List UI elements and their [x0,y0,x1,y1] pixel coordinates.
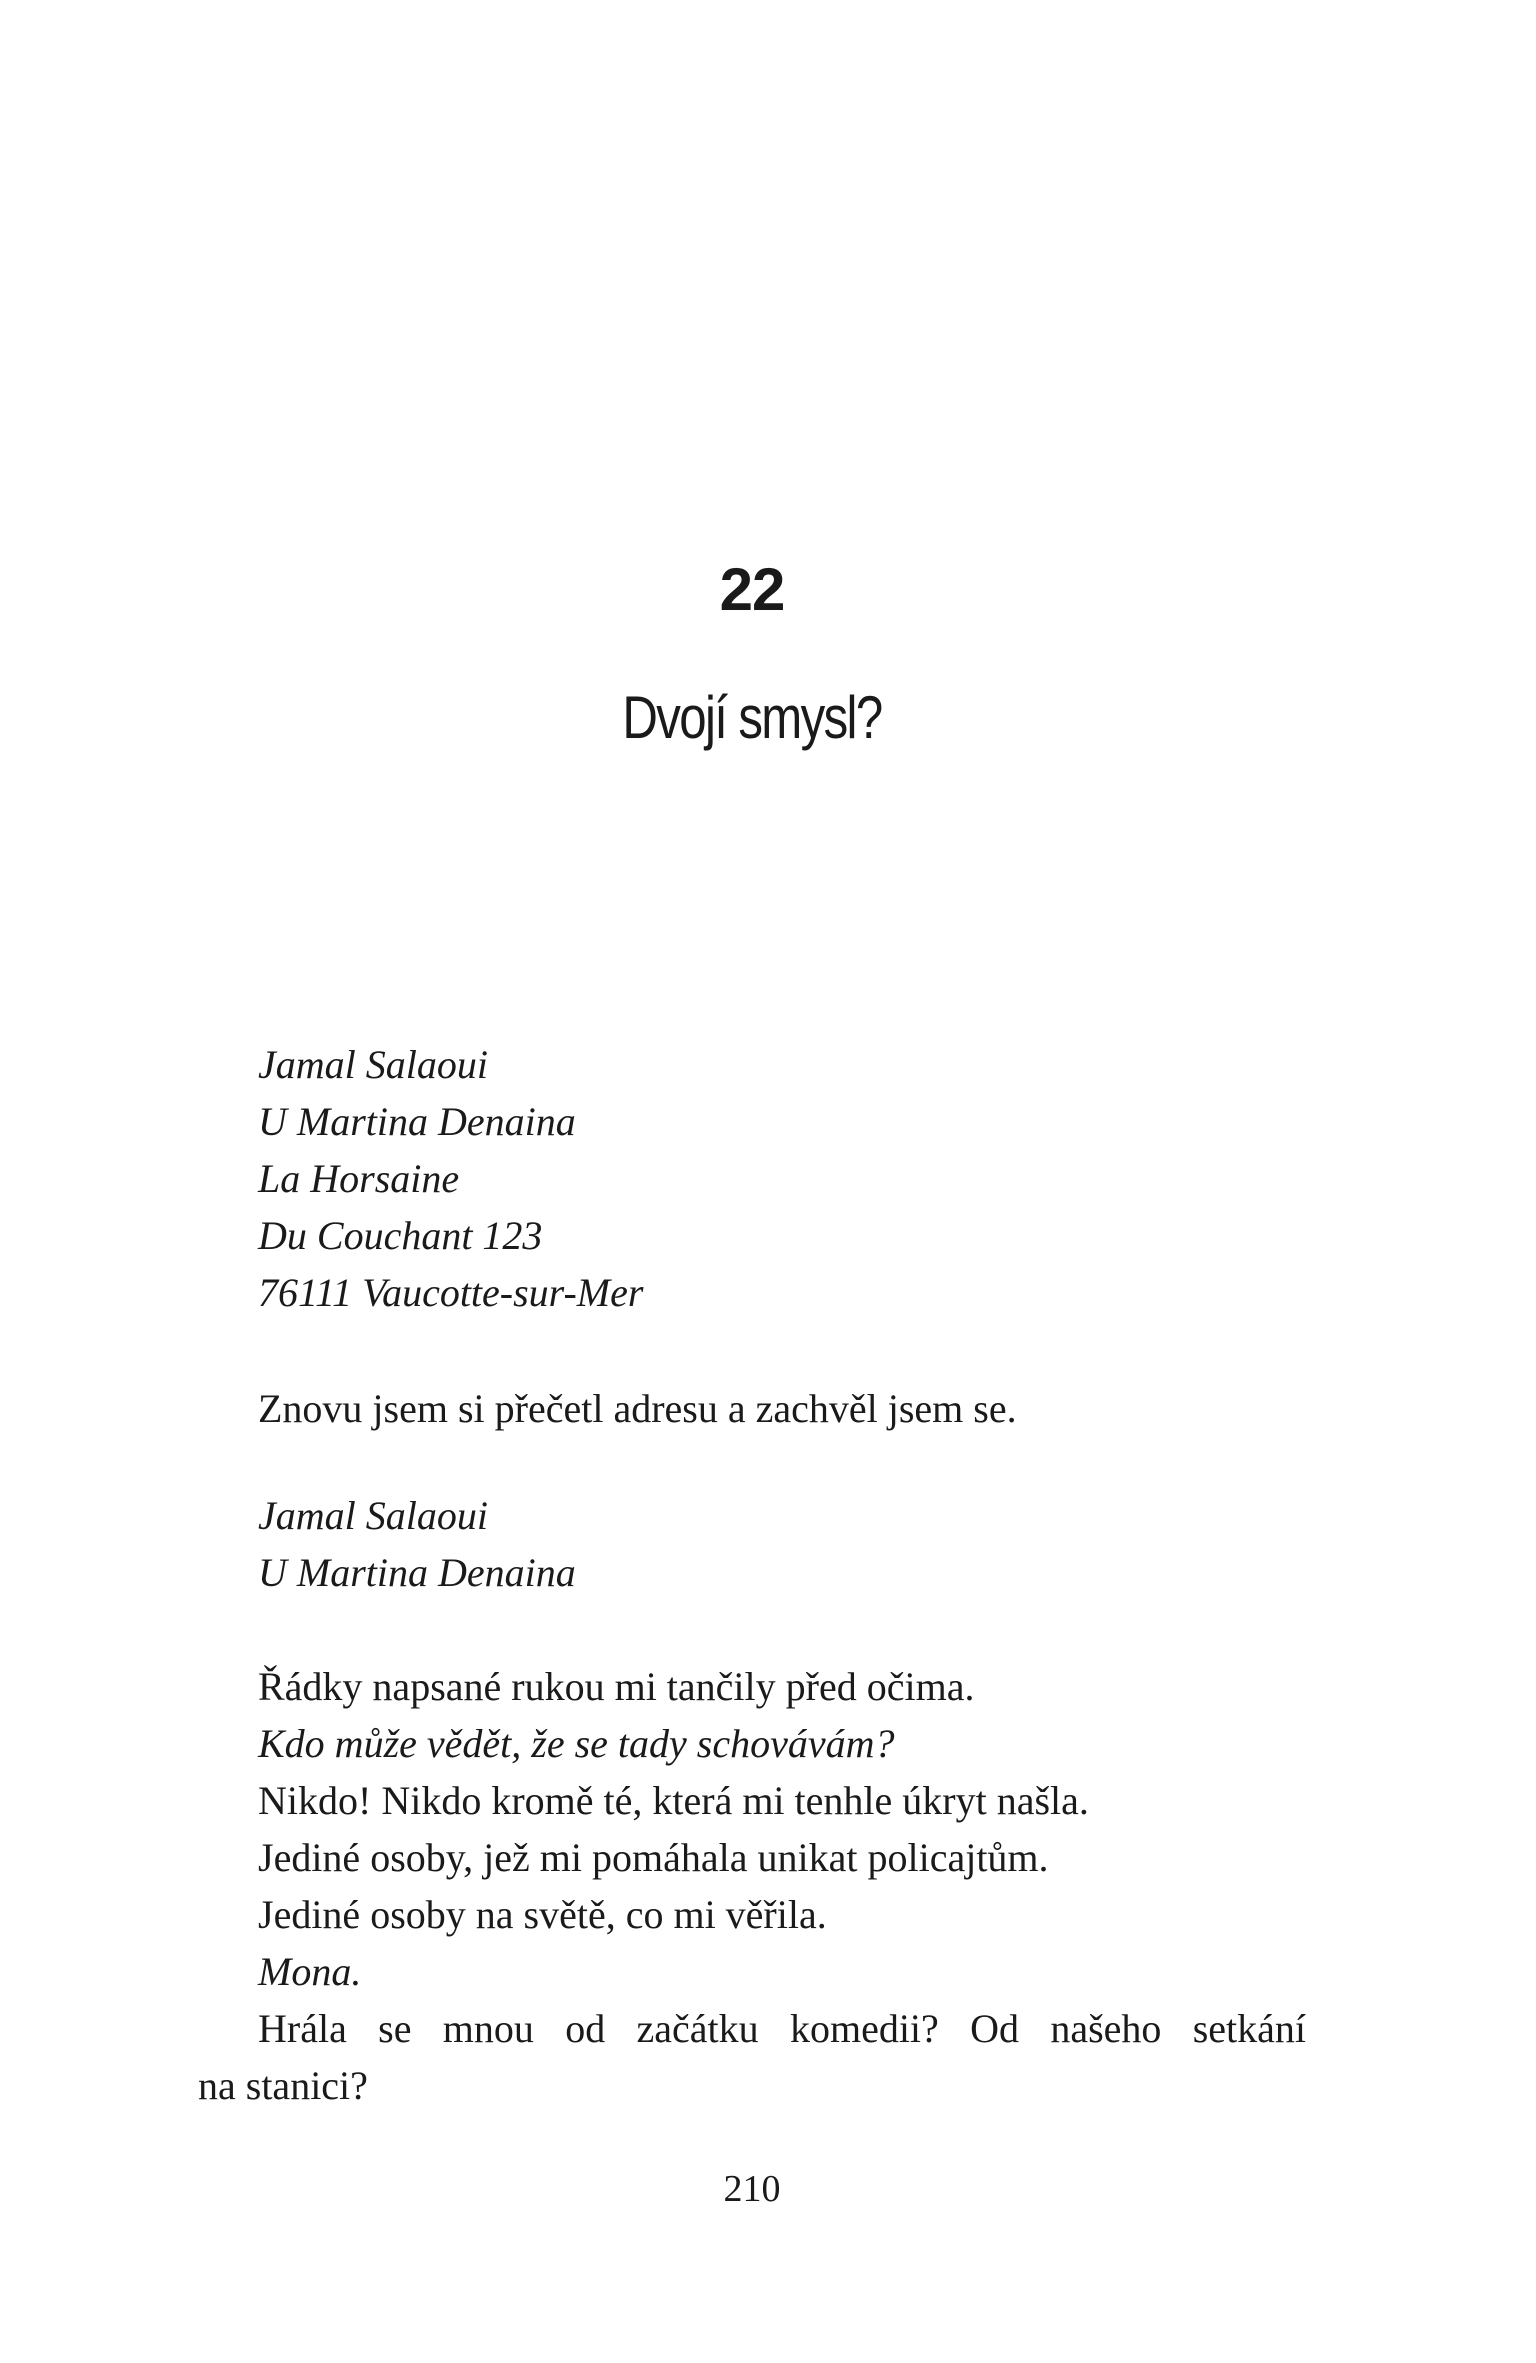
address-line-name: Jamal Salaoui [258,1042,488,1087]
address-line-street: Du Couchant 123 [258,1213,543,1258]
address-line-name: Jamal Salaoui [258,1493,488,1538]
body-line-justified: Hrála se mnou od začátku komedii? Od našeho setkání [258,2006,1306,2051]
address-line-city: 76111 Vaucotte-sur-Mer [258,1270,644,1315]
paragraph [258,1380,1017,1437]
body-line: Nikdo! Nikdo kromě té, která mi tenhle úkryt našla. [258,1778,1089,1823]
address-block-repeat [258,1487,576,1601]
body-line: Řádky napsané rukou mi tančily před očima. [258,1664,975,1709]
body-line-italic: Mona. [258,1949,362,1994]
body-text [198,1658,1308,2114]
address-line-place: La Horsaine [258,1156,460,1201]
paragraph-text: Znovu jsem si přečetl adresu a zachvěl jsem se. [258,1386,1017,1431]
chapter-title: Dvojí smysl? [622,684,882,751]
address-line-care-of: U Martina Denaina [258,1550,576,1595]
address-block [258,1036,643,1321]
address-line-care-of: U Martina Denaina [258,1099,576,1144]
body-line: Jediné osoby na světě, co mi věřila. [258,1892,827,1937]
chapter-number: 22 [719,556,785,623]
page-number: 210 [723,2168,781,2210]
body-line-continuation: na stanici? [198,2063,368,2108]
body-line: Jediné osoby, jež mi pomáhala unikat policajtům. [258,1835,1049,1880]
body-line-italic: Kdo může vědět, že se tady schovávám? [258,1721,895,1766]
